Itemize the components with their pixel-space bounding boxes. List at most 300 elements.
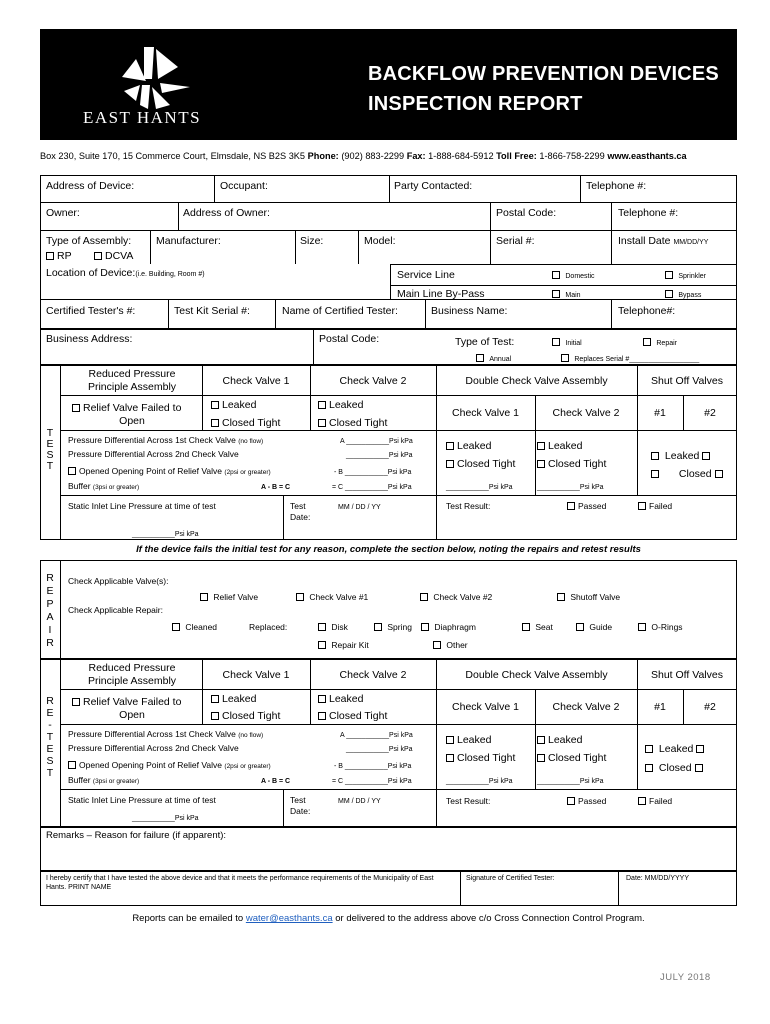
closed-tight-label: Closed Tight — [548, 458, 607, 470]
website: www.easthants.ca — [607, 151, 687, 161]
a-minus-b-label: A - B = C — [261, 484, 291, 491]
footer-instructions — [40, 913, 737, 924]
contact-line — [40, 151, 740, 161]
postal-code-field[interactable]: Postal Code: — [496, 207, 557, 219]
fax-label: Fax: — [406, 151, 426, 161]
phone: (902) 883-2299 — [341, 151, 405, 161]
test-kit-serial-field[interactable]: Test Kit Serial #: — [174, 305, 250, 317]
checkbox-icon — [665, 290, 673, 298]
dc-check-valve-1-header: Check Valve 1 — [452, 407, 519, 419]
rt-cv1-closed-tight-checkbox[interactable] — [211, 710, 280, 723]
repair-cv2-label: Check Valve #2 — [433, 592, 493, 602]
sov-closed-label: Closed — [678, 468, 712, 480]
value-c-field[interactable]: = C ___________Psi kPa — [332, 484, 412, 491]
main-label: Main — [565, 292, 581, 299]
checkbox-icon — [211, 712, 219, 720]
initial-checkbox[interactable] — [552, 337, 582, 349]
rp-assembly-line-1: Reduced Pressure — [88, 368, 176, 380]
leaked-label: Leaked — [329, 399, 364, 411]
certification-date-field[interactable]: Date: MM/DD/YYYY — [626, 875, 690, 882]
pd-1st-text: Pressure Differential Across 1st Check Valve — [68, 435, 236, 445]
dcva-checkbox[interactable] — [94, 250, 133, 263]
side-letter: E — [46, 438, 54, 450]
rt-a-minus-b-label: A - B = C — [261, 778, 291, 785]
annual-label: Annual — [489, 356, 512, 363]
service-line-label: Service Line — [397, 269, 455, 281]
repair-cv2-checkbox[interactable] — [420, 592, 492, 603]
cv1-closed-tight-checkbox[interactable] — [211, 417, 280, 430]
side-letter: A — [46, 611, 54, 623]
checkbox-icon — [318, 401, 326, 409]
checkbox-icon — [576, 623, 584, 631]
sov-closed-label: Closed — [658, 762, 692, 774]
install-date-label: Install Date — [618, 235, 671, 247]
domestic-checkbox[interactable] — [552, 270, 595, 282]
rt-test-date-field[interactable]: MM / DD / YY — [338, 798, 381, 805]
relief-valve-failed-checkbox[interactable] — [72, 402, 181, 415]
relief-failed-open: Open — [119, 415, 145, 427]
annual-checkbox[interactable] — [476, 353, 511, 365]
remarks-field[interactable]: Remarks – Reason for failure (if apparent): — [46, 830, 227, 841]
serial-field[interactable]: Serial #: — [496, 235, 535, 247]
rt-dcva-header: Double Check Valve Assembly — [465, 669, 608, 681]
header-banner — [40, 29, 737, 140]
checkbox-icon — [638, 797, 646, 805]
cleaned-label: Cleaned — [185, 622, 218, 632]
leaked-label: Leaked — [548, 440, 583, 452]
diaphragm-label: Diaphragm — [434, 622, 476, 632]
side-letter: - — [48, 719, 52, 731]
no-flow-note: (no flow) — [238, 438, 264, 445]
main-line-bypass-label: Main Line By-Pass — [397, 288, 485, 300]
checkbox-icon — [537, 460, 545, 468]
repair-side-label — [40, 572, 60, 650]
rt-cv1-leaked-checkbox[interactable] — [211, 693, 256, 706]
checkbox-icon — [537, 442, 545, 450]
rt-sov-1-header: #1 — [654, 701, 666, 713]
replaces-serial-checkbox[interactable] — [561, 353, 699, 365]
dc2-psi-field[interactable]: ___________Psi kPa — [537, 484, 604, 491]
checkbox-icon — [522, 623, 530, 631]
closed-tight-label: Closed Tight — [457, 458, 516, 470]
checkbox-icon — [552, 271, 560, 279]
checkbox-icon — [643, 338, 651, 346]
checkbox-icon — [433, 641, 441, 649]
type-of-test-label: Type of Test: — [455, 336, 515, 348]
checkbox-icon — [318, 419, 326, 427]
rt-value-a-field[interactable]: A ___________Psi kPa — [340, 732, 413, 739]
checkbox-icon — [645, 745, 653, 753]
sov-leaked-label: Leaked — [664, 450, 700, 462]
rt-dc-check-valve-1-header: Check Valve 1 — [452, 701, 519, 713]
checkbox-icon — [645, 764, 653, 772]
test-date-line-1: Test — [290, 501, 306, 511]
checkbox-icon — [537, 736, 545, 744]
office-address: Box 230, Suite 170, 15 Commerce Court, Elmsdale, NS B2S 3K5 — [40, 151, 306, 161]
repair-instruction-note: If the device fails the initial test for any reason, complete the section below, noting the repairs and retest results — [136, 544, 641, 555]
tollfree-label: Toll Free: — [496, 151, 537, 161]
rt-pd-1st-label — [68, 729, 263, 741]
checkbox-icon — [638, 502, 646, 510]
rt-static-inlet-label: Static Inlet Line Pressure at time of test — [68, 795, 216, 805]
checkbox-icon — [211, 401, 219, 409]
buffer-text: Buffer — [68, 775, 91, 785]
checkbox-icon — [420, 593, 428, 601]
rp-label: RP — [57, 250, 72, 262]
leaked-label: Leaked — [222, 399, 257, 411]
checkbox-icon — [94, 252, 102, 260]
name-of-tester-field[interactable]: Name of Certified Tester: — [282, 305, 398, 317]
checkbox-icon — [537, 754, 545, 762]
telephone-field-1[interactable]: Telephone #: — [586, 180, 647, 192]
rp-checkbox[interactable] — [46, 250, 72, 263]
side-letter: T — [46, 460, 54, 472]
dcva-label: DCVA — [105, 250, 134, 262]
checkbox-icon — [200, 593, 208, 601]
business-address-field[interactable]: Business Address: — [46, 333, 133, 345]
phone-label: Phone: — [307, 151, 339, 161]
pd-1st-label — [68, 435, 263, 447]
value-2nd-field[interactable]: ___________Psi kPa — [346, 452, 413, 459]
rt-failed-checkbox[interactable] — [638, 796, 672, 807]
leaked-label: Leaked — [329, 693, 364, 705]
leaked-label: Leaked — [457, 440, 492, 452]
main-checkbox[interactable] — [552, 289, 581, 301]
email-link[interactable]: water@easthants.ca — [245, 913, 333, 924]
checkbox-icon — [72, 404, 80, 412]
spring-label: Spring — [387, 622, 412, 632]
bypass-label: Bypass — [678, 292, 702, 299]
buffer-label — [68, 481, 139, 493]
postal-code-field-2[interactable]: Postal Code: — [319, 333, 380, 345]
seat-checkbox[interactable] — [522, 622, 553, 633]
location-of-device-field[interactable] — [46, 267, 205, 281]
sov-1-header: #1 — [654, 407, 666, 419]
cv2-closed-tight-checkbox[interactable] — [318, 417, 387, 430]
rp-assembly-line-1: Reduced Pressure — [88, 662, 176, 674]
checkbox-icon — [651, 470, 659, 478]
shutoff-valve-checkbox[interactable] — [557, 592, 620, 603]
install-date-field[interactable] — [618, 235, 708, 249]
side-letter: T — [46, 427, 54, 439]
check-valve-1-header: Check Valve 1 — [222, 375, 290, 387]
failed-label: Failed — [649, 501, 673, 511]
side-letter: P — [46, 598, 54, 610]
guide-label: Guide — [589, 622, 613, 632]
certification-statement[interactable]: I hereby certify that I have tested the above device and that it meets the performance requirements of the Municipality of East Hants. PRINT NAME — [46, 875, 434, 891]
closed-tight-label: Closed Tight — [329, 417, 388, 429]
dc1-psi-field[interactable]: ___________Psi kPa — [446, 484, 513, 491]
cv2-leaked-checkbox[interactable] — [318, 399, 363, 412]
replaces-serial-label: Replaces Serial #__________________ — [574, 356, 700, 363]
checkbox-icon — [567, 797, 575, 805]
rt-buffer-label — [68, 775, 139, 787]
manufacturer-field[interactable]: Manufacturer: — [156, 235, 221, 247]
telephone-field-3[interactable]: Telephone#: — [618, 305, 676, 317]
dcva-header: Double Check Valve Assembly — [465, 375, 608, 387]
checkbox-icon — [318, 695, 326, 703]
rt-dc2-psi-field[interactable]: ___________Psi kPa — [537, 778, 604, 785]
side-letter: T — [46, 767, 54, 779]
side-letter: T — [46, 731, 54, 743]
checkbox-icon — [695, 764, 703, 772]
title-line-1: BACKFLOW PREVENTION DEVICES — [368, 63, 719, 85]
rt-shut-off-valves-header: Shut Off Valves — [651, 669, 723, 681]
pd-2nd-label: Pressure Differential Across 2nd Check Valve — [68, 449, 239, 459]
rt-value-c-field[interactable]: = C ___________Psi kPa — [332, 778, 412, 785]
rt-static-inlet-psi-field[interactable]: ___________Psi kPa — [132, 815, 199, 822]
passed-checkbox[interactable] — [567, 501, 606, 512]
dc-check-valve-2-header: Check Valve 2 — [552, 407, 620, 419]
guide-checkbox[interactable] — [576, 622, 612, 633]
rt-dc2-closed-tight-checkbox[interactable] — [537, 752, 606, 765]
test-side-label — [40, 428, 60, 472]
test-date-line-2: Date: — [290, 806, 311, 816]
repair-checkbox[interactable] — [643, 337, 677, 349]
shutoff-valve-label: Shutoff Valve — [570, 592, 621, 602]
side-letter: S — [46, 449, 54, 461]
checkbox-icon — [552, 290, 560, 298]
retest-side-label — [40, 695, 60, 779]
rt-dc2-leaked-checkbox[interactable] — [537, 734, 582, 747]
spring-checkbox[interactable] — [374, 622, 412, 633]
sov-leaked-row[interactable] — [651, 450, 713, 463]
repair-label: Repair — [656, 340, 677, 347]
title-line-2: INSPECTION REPORT — [368, 93, 583, 115]
sov-closed-row[interactable] — [651, 468, 726, 481]
location-hint: (i.e. Building, Room #) — [135, 271, 205, 278]
rt-opened-point-checkbox[interactable] — [68, 760, 271, 772]
test-date-line-2: Date: — [290, 512, 311, 522]
revision-date: JULY 2018 — [660, 972, 711, 983]
psi-note-3: (3psi or greater) — [92, 484, 140, 491]
cleaned-checkbox[interactable] — [172, 622, 217, 633]
checkbox-icon — [374, 623, 382, 631]
checkbox-icon — [446, 442, 454, 450]
orings-checkbox[interactable] — [638, 622, 683, 633]
checkbox-icon — [318, 623, 326, 631]
checkbox-icon — [665, 271, 673, 279]
psi-note-2: (2psi or greater) — [224, 469, 271, 476]
checkbox-icon — [318, 712, 326, 720]
leaked-label: Leaked — [222, 693, 257, 705]
rt-rp-assembly-header — [62, 662, 202, 688]
checkbox-icon — [318, 641, 326, 649]
rp-assembly-header — [62, 368, 202, 394]
rt-dc1-psi-field[interactable]: ___________Psi kPa — [446, 778, 513, 785]
psi-note-2: (2psi or greater) — [224, 763, 271, 770]
checkbox-icon — [552, 338, 560, 346]
rt-cv2-leaked-checkbox[interactable] — [318, 693, 363, 706]
address-of-owner-field[interactable]: Address of Owner: — [183, 207, 270, 219]
checkbox-icon — [211, 695, 219, 703]
checkbox-icon — [567, 502, 575, 510]
checkbox-icon — [476, 354, 484, 362]
rp-assembly-line-2: Principle Assembly — [87, 675, 177, 687]
dc2-leaked-checkbox[interactable] — [537, 440, 582, 453]
checkbox-icon — [46, 252, 54, 260]
closed-tight-label: Closed Tight — [222, 417, 281, 429]
rt-check-valve-1-header: Check Valve 1 — [222, 669, 290, 681]
closed-tight-label: Closed Tight — [329, 710, 388, 722]
telephone-field-2[interactable]: Telephone #: — [618, 207, 679, 219]
rt-test-result-label: Test Result: — [446, 796, 491, 806]
relief-valve-checkbox[interactable] — [200, 592, 258, 603]
checkbox-icon — [446, 460, 454, 468]
buffer-text: Buffer — [68, 481, 91, 491]
size-field[interactable]: Size: — [300, 235, 324, 247]
repair-kit-label: Repair Kit — [331, 640, 369, 650]
closed-tight-label: Closed Tight — [457, 752, 516, 764]
rt-relief-valve-failed-checkbox[interactable] — [72, 696, 181, 709]
disk-checkbox[interactable] — [318, 622, 348, 633]
relief-failed-label: Relief Valve Failed to — [83, 696, 182, 708]
type-of-assembly-label: Type of Assembly: — [46, 235, 132, 247]
opened-point-checkbox[interactable] — [68, 466, 271, 478]
diaphragm-checkbox[interactable] — [421, 622, 476, 633]
psi-note-3: (3psi or greater) — [92, 778, 140, 785]
rt-cv2-closed-tight-checkbox[interactable] — [318, 710, 387, 723]
rt-pd-2nd-label: Pressure Differential Across 2nd Check Valve — [68, 743, 239, 753]
leaked-label: Leaked — [457, 734, 492, 746]
model-field[interactable]: Model: — [364, 235, 396, 247]
rt-value-2nd-field[interactable]: ___________Psi kPa — [346, 746, 413, 753]
passed-label: Passed — [578, 796, 607, 806]
checkbox-icon — [557, 593, 565, 601]
dc1-leaked-checkbox[interactable] — [446, 440, 491, 453]
opened-point-text: Opened Opening Point of Relief Valve — [79, 760, 223, 770]
fax: 1-888-684-5912 — [428, 151, 494, 161]
tollfree: 1-866-758-2299 — [539, 151, 605, 161]
checkbox-icon — [211, 419, 219, 427]
check-valve-2-header: Check Valve 2 — [339, 375, 407, 387]
side-letter: E — [46, 707, 54, 719]
other-checkbox[interactable] — [433, 640, 468, 651]
static-inlet-label: Static Inlet Line Pressure at time of test — [68, 501, 216, 511]
checkbox-icon — [68, 761, 76, 769]
location-label: Location of Device: — [46, 267, 136, 279]
test-date-field[interactable]: MM / DD / YY — [338, 504, 381, 511]
closed-tight-label: Closed Tight — [222, 710, 281, 722]
side-letter: R — [46, 637, 54, 649]
sprinkler-checkbox[interactable] — [665, 270, 706, 282]
install-date-format: MM/DD/YY — [673, 239, 709, 246]
test-date-label — [290, 501, 310, 523]
other-label: Other — [446, 640, 468, 650]
rt-test-date-label — [290, 795, 310, 817]
rt-passed-checkbox[interactable] — [567, 796, 606, 807]
checkbox-icon — [696, 745, 704, 753]
rt-sov-closed-row[interactable] — [645, 762, 706, 775]
repair-cv1-label: Check Valve #1 — [309, 592, 369, 602]
bypass-checkbox[interactable] — [665, 289, 701, 301]
opened-point-text: Opened Opening Point of Relief Valve — [79, 466, 223, 476]
repair-cv1-checkbox[interactable] — [296, 592, 368, 603]
business-name-field[interactable]: Business Name: — [431, 305, 508, 317]
side-letter: E — [46, 743, 54, 755]
side-letter: S — [46, 755, 54, 767]
value-a-field[interactable]: A ___________Psi kPa — [340, 438, 413, 445]
signature-field[interactable]: Signature of Certified Tester: — [466, 875, 555, 882]
static-inlet-psi-field[interactable]: ___________Psi kPa — [132, 531, 199, 538]
checkbox-icon — [638, 623, 646, 631]
checkbox-icon — [446, 754, 454, 762]
replaced-label: Replaced: — [249, 622, 288, 632]
repair-kit-checkbox[interactable] — [318, 640, 369, 651]
checkbox-icon — [296, 593, 304, 601]
rt-sov-leaked-row[interactable] — [645, 743, 707, 756]
footer-text-pre: Reports can be emailed to — [132, 913, 246, 924]
dc2-closed-tight-checkbox[interactable] — [537, 458, 606, 471]
disk-label: Disk — [331, 622, 348, 632]
checkbox-icon — [446, 736, 454, 744]
owner-field[interactable]: Owner: — [46, 207, 80, 219]
checkbox-icon — [72, 698, 80, 706]
address-of-device-field[interactable]: Address of Device: — [46, 180, 135, 192]
rt-value-b-field[interactable]: - B ___________Psi kPa — [334, 763, 412, 770]
pd-1st-text: Pressure Differential Across 1st Check Valve — [68, 729, 236, 739]
logo-text: EAST HANTS — [82, 108, 202, 127]
initial-label: Initial — [565, 340, 582, 347]
rt-sov-2-header: #2 — [704, 701, 716, 713]
checkbox-icon — [172, 623, 180, 631]
closed-tight-label: Closed Tight — [548, 752, 607, 764]
rp-assembly-line-2: Principle Assembly — [87, 381, 177, 393]
dc1-closed-tight-checkbox[interactable] — [446, 458, 515, 471]
relief-failed-label: Relief Valve Failed to — [83, 402, 182, 414]
checkbox-icon — [421, 623, 429, 631]
orings-label: O-Rings — [651, 622, 683, 632]
relief-valve-label: Relief Valve — [213, 592, 259, 602]
shut-off-valves-header: Shut Off Valves — [651, 375, 723, 387]
side-letter: I — [48, 624, 52, 636]
failed-label: Failed — [649, 796, 673, 806]
footer-text-post: or delivered to the address above c/o Cross Connection Control Program. — [332, 913, 645, 924]
checkbox-icon — [702, 452, 710, 460]
check-repair-label: Check Applicable Repair: — [68, 605, 163, 615]
domestic-label: Domestic — [565, 273, 595, 280]
leaked-label: Leaked — [548, 734, 583, 746]
report-title — [368, 59, 719, 119]
checkbox-icon — [715, 470, 723, 478]
party-contacted-field[interactable]: Party Contacted: — [394, 180, 473, 192]
sprinkler-label: Sprinkler — [678, 273, 706, 280]
rt-dc1-closed-tight-checkbox[interactable] — [446, 752, 515, 765]
side-letter: E — [46, 585, 54, 597]
side-letter: R — [46, 695, 54, 707]
test-result-label: Test Result: — [446, 501, 491, 511]
sov-2-header: #2 — [704, 407, 716, 419]
checkbox-icon — [561, 354, 569, 362]
sov-leaked-label: Leaked — [658, 743, 694, 755]
passed-label: Passed — [578, 501, 607, 511]
rt-relief-failed-open: Open — [119, 709, 145, 721]
test-date-line-1: Test — [290, 795, 306, 805]
rt-check-valve-2-header: Check Valve 2 — [339, 669, 407, 681]
checkbox-icon — [68, 467, 76, 475]
value-b-field[interactable]: - B ___________Psi kPa — [334, 469, 412, 476]
cv1-leaked-checkbox[interactable] — [211, 399, 256, 412]
side-letter: R — [46, 572, 54, 584]
rt-dc-check-valve-2-header: Check Valve 2 — [552, 701, 620, 713]
check-valves-label: Check Applicable Valve(s): — [68, 576, 169, 586]
rt-dc1-leaked-checkbox[interactable] — [446, 734, 491, 747]
occupant-field[interactable]: Occupant: — [220, 180, 268, 192]
no-flow-note: (no flow) — [238, 732, 264, 739]
certified-tester-number-field[interactable]: Certified Tester's #: — [46, 305, 136, 317]
checkbox-icon — [651, 452, 659, 460]
failed-checkbox[interactable] — [638, 501, 672, 512]
